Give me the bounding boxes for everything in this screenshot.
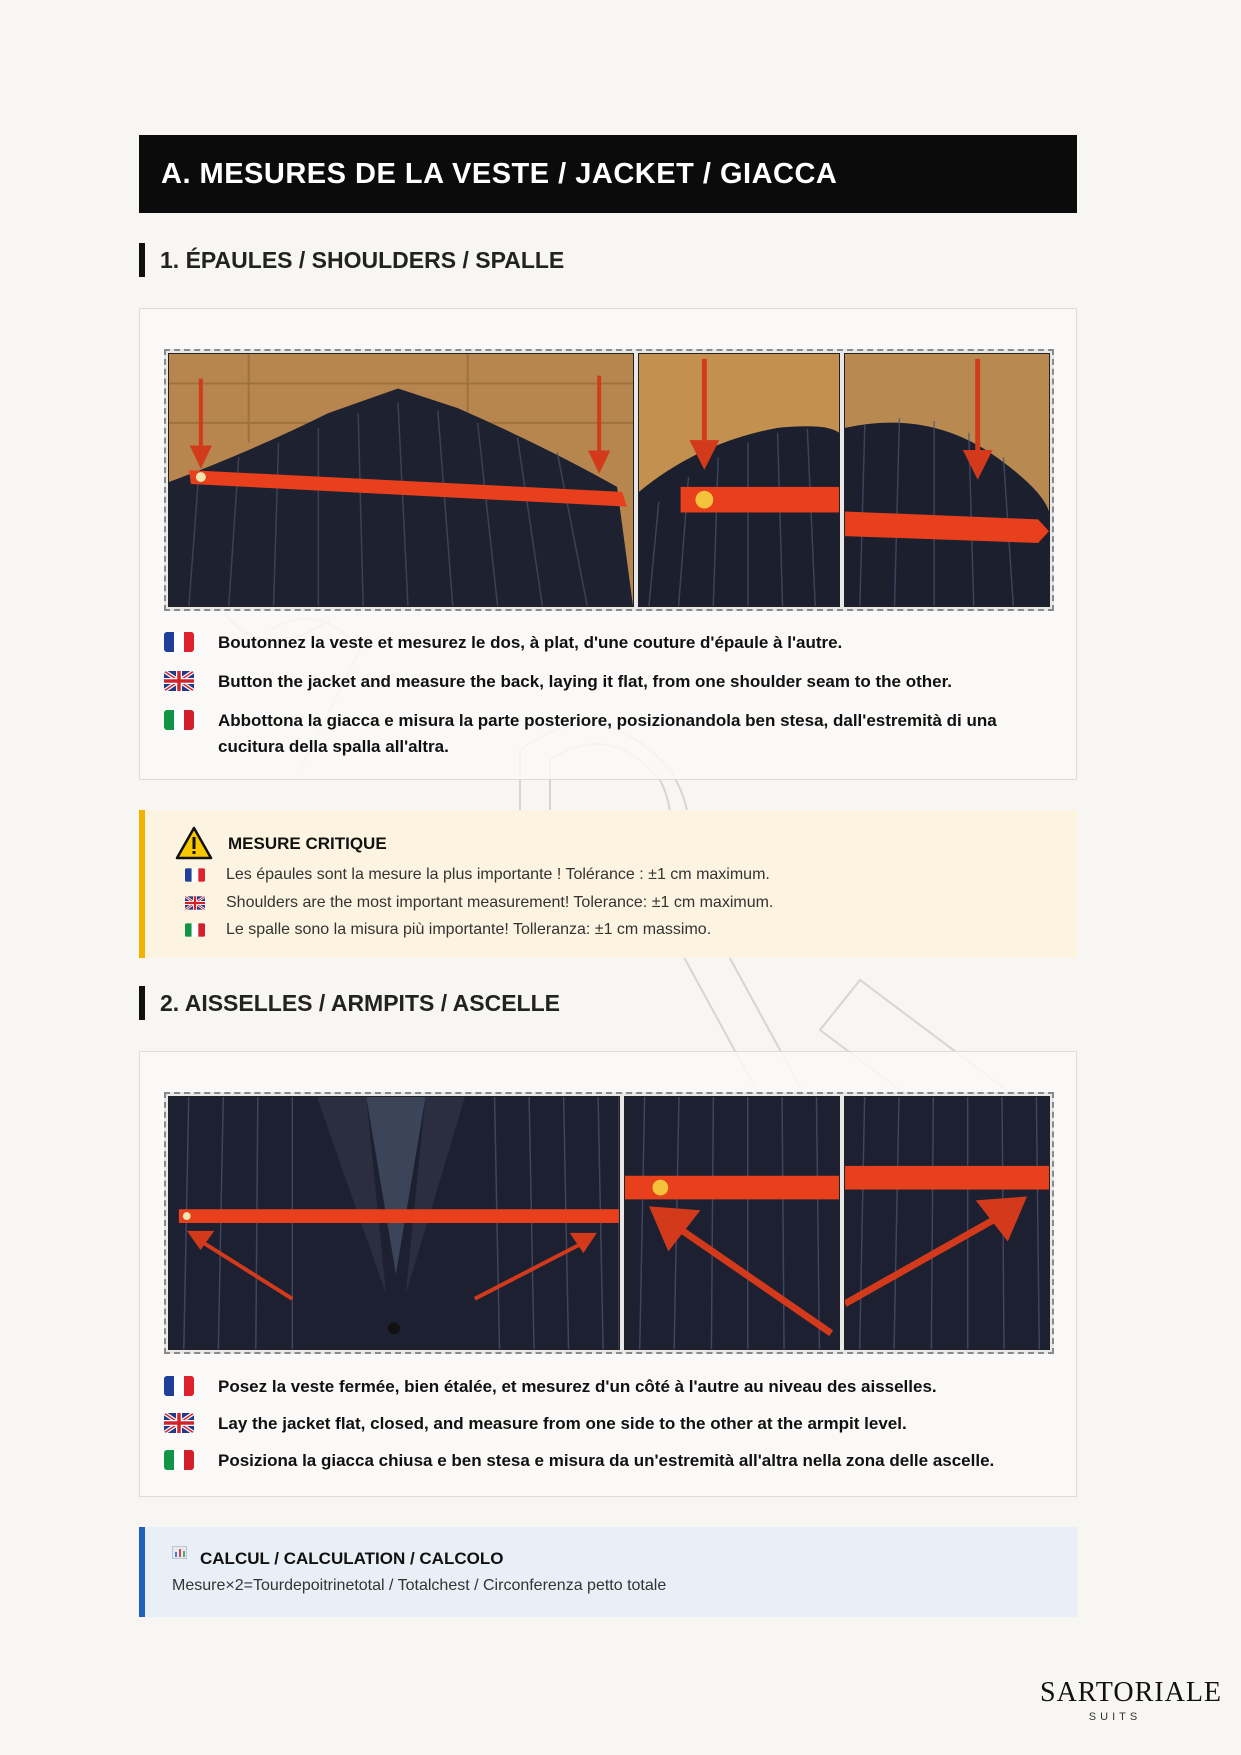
flag-uk-icon: [185, 896, 205, 910]
instruction-uk: [164, 1411, 1054, 1437]
chart-icon: [172, 1546, 187, 1559]
callout-title: MESURE CRITIQUE: [228, 834, 387, 853]
armpits-card: [139, 1051, 1077, 1497]
instruction-text: Posez la veste fermée, bien étalée, et mesurez d'un côté à l'autre au niveau des aisselles.: [218, 1377, 937, 1396]
instruction-text: Boutonnez la veste et mesurez le dos, à plat, d'une couture d'épaule à l'autre.: [218, 633, 843, 652]
callout-text: Les épaules sont la mesure la plus importante ! Tolérance : ±1 cm maximum.: [226, 866, 770, 883]
instruction-it: [164, 708, 1054, 760]
calc-title: CALCUL / CALCULATION / CALCOLO: [200, 1549, 504, 1568]
brand-logo: [1040, 1677, 1223, 1723]
instruction-fr: [164, 1374, 1054, 1400]
callout-line-fr: [185, 866, 770, 884]
callout-text: Le spalle sono la misura più importante! Tolleranza: ±1 cm massimo.: [226, 921, 712, 938]
armpits-photo-strip: [164, 1092, 1054, 1354]
flag-fr-icon: [164, 1376, 194, 1396]
instruction-text: Posiziona la giacca chiusa e ben stesa e misura da un'estremità all'altra nella zona delle ascelle.: [218, 1451, 995, 1470]
flag-fr-icon: [185, 868, 205, 882]
instruction-text: Abbottona la giacca e misura la parte posteriore, posizionandola ben stesa, dall'estremità di una cucitura della spalla all'altra.: [218, 711, 997, 756]
shoulders-photo-strip: [164, 349, 1054, 611]
armpits-photo-left: [624, 1096, 840, 1350]
flag-uk-icon: [164, 1413, 194, 1433]
flag-it-icon: [185, 923, 205, 937]
armpits-photo-right: [844, 1096, 1050, 1350]
shoulders-card: [139, 308, 1077, 780]
section-title-shoulders: 1. ÉPAULES / SHOULDERS / SPALLE: [139, 243, 564, 277]
critical-measure-callout: [139, 810, 1077, 958]
instruction-it: [164, 1448, 1054, 1474]
callout-line-it: [185, 921, 711, 939]
shoulders-photo-back: [168, 353, 634, 607]
section-banner: A. MESURES DE LA VESTE / JACKET / GIACCA: [139, 135, 1077, 213]
warning-triangle-icon: [175, 826, 213, 860]
shoulders-instructions: [164, 630, 1054, 773]
calculation-callout: [139, 1527, 1077, 1617]
instruction-uk: [164, 669, 1054, 695]
shoulders-photo-right: [844, 353, 1050, 607]
flag-uk-icon: [164, 671, 194, 691]
calc-formula: Mesure×2=Tourdepoitrinetotal / Totalchest / Circonferenza petto totale: [172, 1577, 667, 1594]
instruction-text: Lay the jacket flat, closed, and measure from one side to the other at the armpit level.: [218, 1414, 907, 1433]
flag-it-icon: [164, 710, 194, 730]
section-title-armpits: 2. AISSELLES / ARMPITS / ASCELLE: [139, 986, 560, 1020]
flag-fr-icon: [164, 632, 194, 652]
armpits-photo-front: [168, 1096, 620, 1350]
shoulders-photo-left: [638, 353, 840, 607]
instruction-fr: [164, 630, 1054, 656]
brand-subtitle: SUITS: [1088, 1711, 1142, 1723]
armpits-instructions: [164, 1374, 1054, 1485]
flag-it-icon: [164, 1450, 194, 1470]
brand-name: SARTORIALE: [1040, 1677, 1223, 1708]
callout-line-uk: [185, 894, 773, 912]
callout-text: Shoulders are the most important measurement! Tolerance: ±1 cm maximum.: [226, 894, 774, 911]
instruction-text: Button the jacket and measure the back, laying it flat, from one shoulder seam to the other.: [218, 672, 952, 691]
